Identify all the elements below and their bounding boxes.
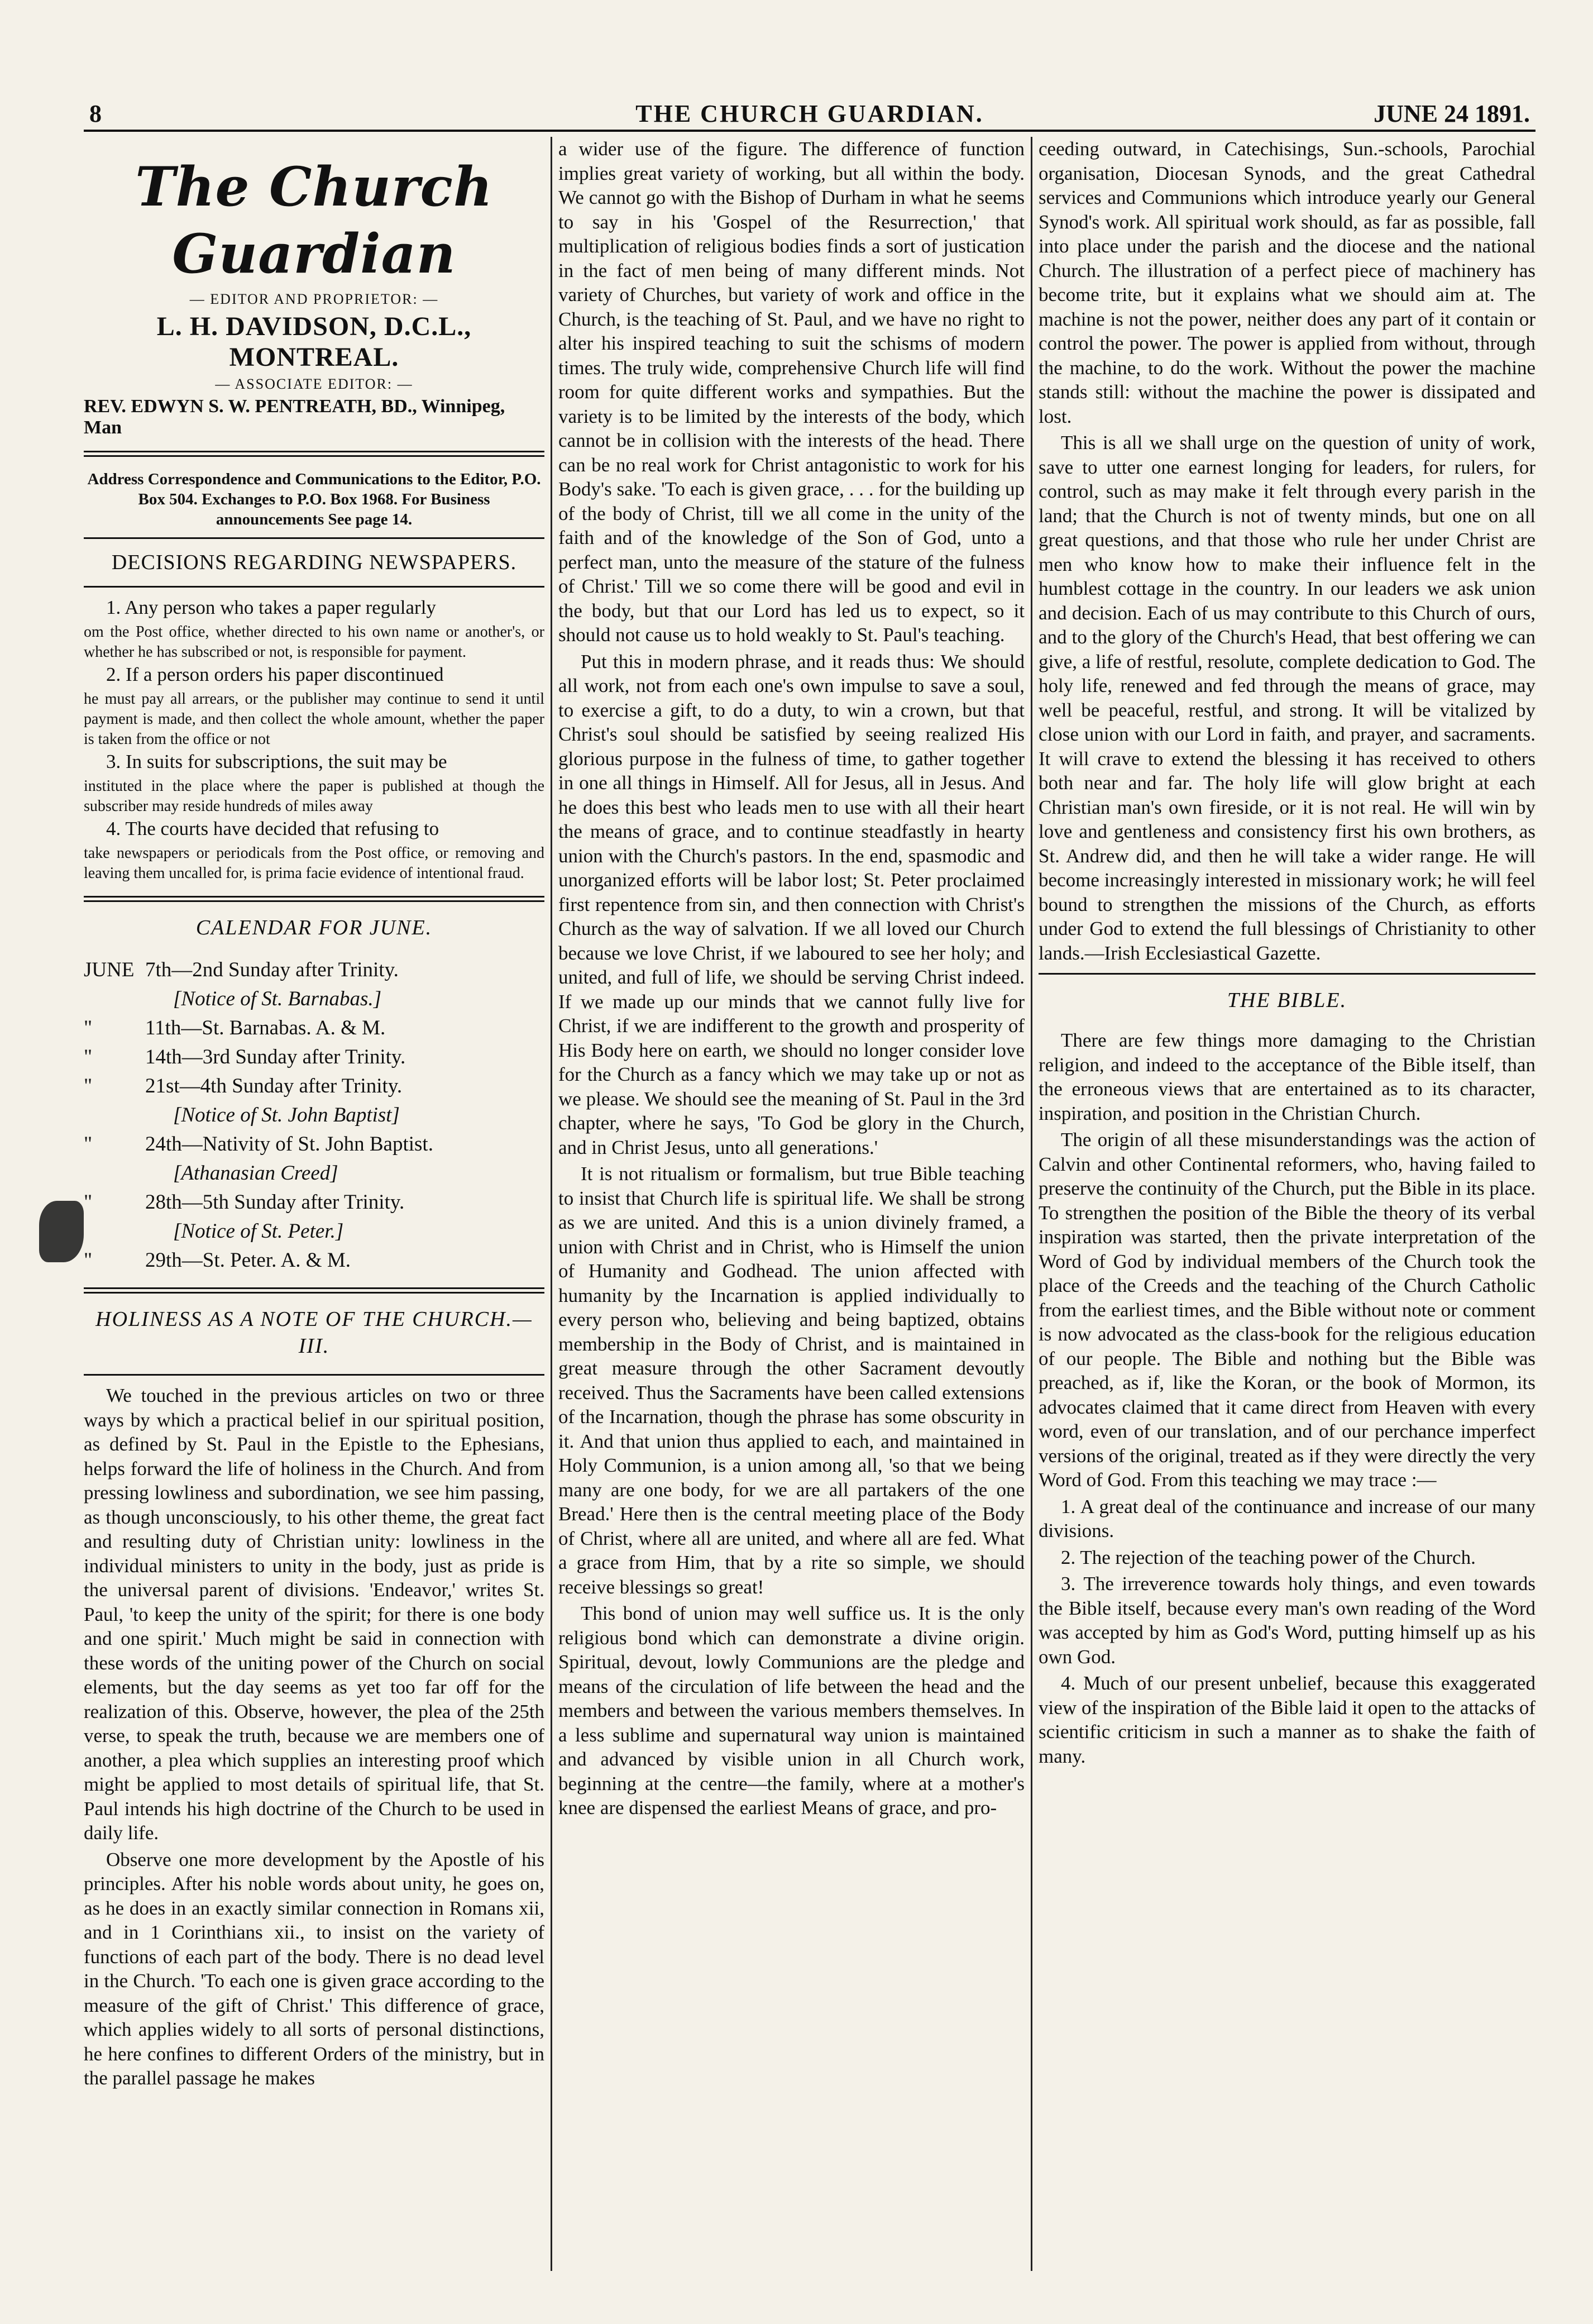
masthead-title: The Church Guardian (135, 155, 493, 285)
decision-item (84, 662, 544, 750)
article-paragraph: Put this in modern phrase, and it reads thus: We should all work, not from each one's own impulse to save a soul, to exercise a gift, to do a duty, to win a crown, but that Christ's soul should be satisfied by seeing realized His glorious purpose in the fulness of time, to gather together in one all things in Himself. All for Jesus, all in Jesus. And he does this best who leads men to use with all their heart the means of grace, and to continue steadfastly in hearty union with the Church's pastors. In the end, spasmodic and unorganized efforts will be labor lost; St. Peter proclaimed first repentence from sin, and then connection with Christ's Church as the way of salvation. If we all loved our Church because we love Christ, if we laboured to see her holy; and united, and full of life, we should be serving Christ indeed. If we made up our minds that we cannot fully live for Christ, if we are indifferent to the growth and prosperity of His Body here on earth, we should no longer consider love for the Church as a fancy which we may take up or not as we please. We should see the meaning of St. Paul in the 3rd chapter, where he says, 'To God be glory in the Church, and in Christ Jesus, unto all generations.' (558, 650, 1025, 1158)
decision-item (84, 750, 544, 817)
calendar-text: 24th—Nativity of St. John Baptist. (145, 1133, 433, 1156)
decisions-list (84, 595, 544, 884)
calendar-month: " (84, 1017, 93, 1039)
column-rule (1031, 137, 1032, 2271)
ink-blot (39, 1201, 84, 1262)
article-paragraph: This bond of union may well suffice us. It is the only religious bond which can demonstrate a divine origin. Spiritual, devout, lowly Communions are the pledge and means of the circulation of life between the head and the members and between the various members themselves. In a less sublime and supernatural way union is maintained and advanced by visible union in all Church work, beginning at the centre—the family, where at a mother's knee are dispensed the earliest Means of grace, and pro- (558, 1602, 1025, 1819)
page-number: 8 (89, 100, 102, 127)
bible-paragraph: The origin of all these misunderstandings was the action of Calvin and other Continental reformers, who, having failed to preserve the continuity of the Church, put the Bible in its place. To strengthen the position of the Bible the theory of its verbal inspiration was started, then the private interpretation of the Word of God by individual members of the Church took the place of the Creeds and the teaching of the Church Catholic from the earliest times, and the Bible without note or comment is now advocated as the class-book for the religious education of our people. The Bible and nothing but the Bible was preached, as if, like the Koran, or the book of Mormon, its advocates claimed that it came direct from Heaven with every word, even of our translation, and of our perchance imperfect versions of the original, treated as if they were directly the very Word of God. From this teaching we may trace :— (1039, 1129, 1535, 1491)
calendar-text: 14th—3rd Sunday after Trinity. (145, 1046, 406, 1068)
divider (84, 451, 544, 457)
calendar-month: " (84, 1191, 93, 1214)
divider (1039, 973, 1535, 975)
decision-text: om the Post office, whether directed to his own name or another's, or whether he has subscribed or not, is responsible for payment. (84, 623, 544, 661)
article-paragraph: ceeding outward, in Catechisings, Sun.-schools, Parochial organisation, Diocesan Synods, and the great Cathedral services and Communions which introduce yearly our General Synod's work. All spiritual work should, as far as possible, fall into place under the parish and the diocese and the national Church. The illustration of a perfect piece of machinery has become trite, but it explains what we should aim at. The machine is not the power, neither does any part of it contain or control the power. The power is applied from without, through the machine, to do the work. Without the power the machine stands still: without the machine the power is dissipated and lost. (1039, 138, 1535, 427)
calendar-month: " (84, 1249, 93, 1272)
calendar-month: " (84, 1075, 93, 1097)
column-2 (558, 137, 1025, 2271)
calendar-heading: CALENDAR FOR JUNE. (195, 916, 433, 939)
column-1 (84, 137, 544, 2271)
editor-label: — EDITOR AND PROPRIETOR: — (189, 291, 439, 307)
holiness-heading: HOLINESS AS A NOTE OF THE CHURCH.—III. (95, 1307, 533, 1358)
article-paragraph: It is not ritualism or formalism, but true Bible teaching to insist that Church life is spiritual life. We shall be strong as we are united. And this is a union divinely framed, a union with Christ and in Christ, who is Himself the union of Humanity and Godhead. The union affected with humanity by the Incarnation is applied individually to every person who, believing and being baptized, obtains membership in the Body of Christ, and is maintained in great measure through the other Sacrament devoutly received. Thus the Sacraments have been called extensions of the Incarnation, though the phrase has some obscurity in it. And that union thus applied to each, and maintained in Holy Communion, is a union among all, 'so that we being many are one body, for we are all partakers of the one Bread.' Here then is the central meeting place of the Body of Christ, where all are united, and where all are fed. What a grace from Him, that by a rite so simple, we should receive blessings so great! (558, 1163, 1025, 1598)
calendar-entry (84, 956, 544, 985)
decision-item (84, 817, 544, 884)
divider (84, 586, 544, 588)
calendar-text: 11th—St. Barnabas. A. & M. (145, 1017, 386, 1039)
decision-text: take newspapers or periodicals from the Post office, or removing and leaving them uncalled for, is prima facie evidence of intentional fraud. (84, 844, 544, 882)
calendar-note: [Notice of St. Barnabas.] (173, 987, 382, 1010)
issue-date: JUNE 24 1891. (1374, 100, 1530, 127)
decision-text: he must pay all arrears, or the publisher may continue to send it until payment is made, and then collect the whole amount, whether the paper is taken from the office or not (84, 690, 544, 748)
associate-editor-name: REV. EDWYN S. W. PENTREATH, BD., Winnipeg, Man (84, 396, 505, 438)
divider (84, 1374, 544, 1376)
address-notice: Address Correspondence and Communications to the Editor, P.O. Box 504. Exchanges to P.O. Box 1968. For Business announcements See page 14. (87, 470, 541, 528)
calendar-month: " (84, 1046, 93, 1068)
decision-lead: 4. The courts have decided that refusing to (106, 818, 439, 839)
bible-list-item: 3. The irreverence towards holy things, and even towards the Bible itself, because every man's own reading of the Word was accepted by him as God's Word, putting himself up as his own God. (1039, 1573, 1535, 1668)
calendar-note: [Notice of St. Peter.] (173, 1220, 344, 1243)
bible-list-item: 1. A great deal of the continuance and increase of our many divisions. (1039, 1495, 1535, 1542)
editor-name: L. H. DAVIDSON, D.C.L., MONTREAL. (156, 312, 472, 372)
divider (84, 896, 544, 902)
article-paragraph: a wider use of the figure. The difference of function implies great variety of working, but all within the body. We cannot go with the Bishop of Durham in what he seems to say in his 'Gospel of the Resurrection,' that multiplication of religious bodies finds a sort of justication in the fact of men being of many different minds. Not variety of Churches, but variety of work and office in the Church, is the teaching of St. Paul, and we have no right to alter his inspired teaching to suit the schisms of modern times. The truly wide, comprehensive Church life will find room for quite different works and sympathies. But the variety is to be limited by the interests of the body, which cannot be in collision with the interests of the head. There can be no real work for Christ antagonistic to work for his Body's sake. 'To each is given grace, . . . for the building up of the body of Christ, till we all come in the unity of the faith and of the knowledge of the Son of God, unto a perfect man, unto the measure of the stature of the fulness of Christ.' Till we so come there will be good and evil in the body, but that our Lord has led us to expect, so it should not cause us to hold weakly to St. Paul's teaching. (558, 138, 1025, 646)
calendar-entry (84, 1188, 544, 1217)
calendar-note: [Athanasian Creed] (173, 1162, 338, 1185)
calendar-entry (84, 1043, 544, 1072)
calendar-note: [Notice of St. John Baptist] (173, 1104, 400, 1127)
decisions-heading: DECISIONS REGARDING NEWSPAPERS. (111, 551, 517, 574)
column-rule (551, 137, 552, 2271)
calendar-text: 7th—2nd Sunday after Trinity. (145, 958, 399, 981)
calendar-text: 29th—St. Peter. A. & M. (145, 1249, 351, 1272)
divider (84, 1287, 544, 1294)
article-paragraph: This is all we shall urge on the question of unity of work, save to utter one earnest longing for leaders, for rulers, for control, such as may make it felt through every parish in the land; that the Church is not of twenty minds, but one on all great questions, and that those who rule her under Christ are men who know how to make their influence felt in the humblest cottage in the country. In our leaders we ask union and decision. Each of us may contribute to this Church of ours, and to the glory of the Church's Head, that best offering we can give, a life of restful, resolute, complete dedication to God. The holy life, renewed and fed through the means of grace, may well be peaceful, restful, and strong. It will be vitalized by close union with our Lord in faith, and prayer, and sacraments. It will crave to extend the blessing it has received to others both near and far. The holy life will glow bright at each Christian man's own fireside, or it is not real. He will win by love and gentleness and consistency first his own brothers, as St. Andrew did, and then he will take a wider range. He will become increasingly interested in missionary work; he will feel bound to strengthen the missions of the Church, as efforts under God to extend the full blessings of Christianity to other lands.—Irish Ecclesiastical Gazette. (1039, 432, 1535, 964)
decision-item (84, 595, 544, 662)
bible-list-item: 4. Much of our present unbelief, because this exaggerated view of the inspiration of the Bible laid it open to the attacks of scientific criticism in such a manner as to shake the faith of many. (1039, 1672, 1535, 1767)
divider (84, 537, 544, 539)
associate-editor-label: — ASSOCIATE EDITOR: — (215, 376, 413, 392)
decision-text: instituted in the place where the paper is published at though the subscriber may reside hundreds of miles away (84, 777, 544, 815)
bible-heading: THE BIBLE. (1227, 989, 1347, 1012)
decision-lead: 2. If a person orders his paper discontinued (106, 664, 444, 685)
calendar-entry (84, 1072, 544, 1101)
calendar-month: " (84, 1133, 93, 1156)
calendar-list (84, 956, 544, 1275)
calendar-text: 21st—4th Sunday after Trinity. (145, 1075, 403, 1097)
decision-lead: 1. Any person who takes a paper regularly (106, 596, 436, 618)
calendar-entry (84, 1246, 544, 1275)
calendar-text: 28th—5th Sunday after Trinity. (145, 1191, 405, 1214)
article-paragraph: We touched in the previous articles on two or three ways by which a practical belief in our spiritual position, as defined by St. Paul in the Epistle to the Ephesians, helps forward the life of holiness in the Church. And from pressing lowliness and subordination, we see him passing, as though unconsciously, to his other theme, the great fact and resulting duty of Christian unity: lowliness in the individual ministers to unity in the body, just as pride is the universal parent of divisions. 'Endeavor,' writes St. Paul, 'to keep the unity of the spirit; for there is one body and one spirit.' Much might be said in connection with these words of the uniting power of the Church on social elements, but the day seems as yet too far off for the realization of this. Observe, however, the plea of the 25th verse, to speak the truth, because we are members one of another, a plea which supplies an interesting proof which might be applied to most details of spiritual life, that St. Paul intends his high doctrine of the Church to be used in daily life. (84, 1385, 544, 1844)
calendar-entry (84, 1130, 544, 1159)
calendar-month: JUNE (84, 958, 135, 981)
page-header (84, 94, 1535, 132)
bible-paragraph: There are few things more damaging to the Christian religion, and indeed to the acceptance of the Bible itself, than the erroneous views that are entertained as to its character, inspiration, and position in the Christian Church. (1039, 1029, 1535, 1124)
article-paragraph: Observe one more development by the Apostle of his principles. After his noble words about unity, he goes on, as he does in an exactly similar connection in Romans xii, and in 1 Corinthians xii., to insist on the variety of functions of each part of the body. There is no dead level in the Church. 'To each one is given grace according to the measure of the gift of Christ.' This difference of grace, which applies widely to all sorts of personal distinctions, he here confines to different Orders of the ministry, but in the parallel passage he makes (84, 1848, 544, 2089)
decision-lead: 3. In suits for subscriptions, the suit may be (106, 751, 447, 772)
calendar-entry (84, 1014, 544, 1043)
column-3 (1039, 137, 1535, 2271)
paper-name: THE CHURCH GUARDIAN. (635, 100, 984, 127)
bible-list-item: 2. The rejection of the teaching power of the Church. (1061, 1546, 1476, 1568)
